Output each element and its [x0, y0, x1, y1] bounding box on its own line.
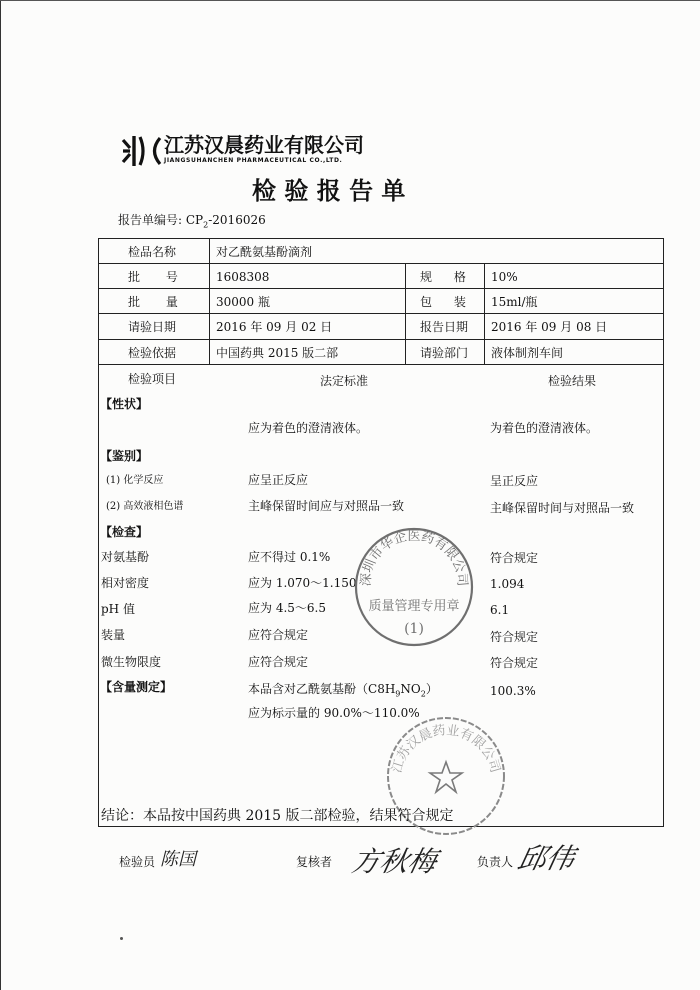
- page-top-edge: [0, 0, 700, 1]
- star-icon: [430, 762, 462, 792]
- table-bottom-border: [98, 826, 664, 827]
- table-line: [98, 339, 664, 340]
- table-left-border: [98, 238, 99, 827]
- report-number-value: $CP_2-2016026$: [185, 213, 266, 230]
- test-standard: 应不得过 0.1%: [248, 550, 331, 564]
- test-basis-value: 中国药典 2015 版二部: [216, 346, 339, 360]
- assay-standard: 本品含对乙酰氨基酚$(C8H_9NO_2)$: [248, 682, 438, 699]
- company-name-cn: 江苏汉晨药业有限公司: [164, 133, 364, 157]
- identification-result: 主峰保留时间与对照品一致: [490, 501, 635, 515]
- batch-number-value: 1608308: [216, 270, 270, 284]
- test-item: 微生物限度: [101, 655, 162, 669]
- batch-number-label: 批 号: [128, 270, 178, 284]
- report-date-label: 报告日期: [420, 320, 469, 334]
- assay-result: 100.3%: [490, 684, 536, 698]
- test-result: 符合规定: [490, 551, 539, 565]
- test-result: 符合规定: [490, 630, 539, 644]
- qc-stamp-number: (1): [404, 621, 424, 637]
- page-left-edge: [0, 0, 1, 990]
- scan-speck: [120, 937, 123, 940]
- report-date-value: 2016 年 09 月 08 日: [491, 320, 608, 334]
- inspector-signature: 陈国: [160, 849, 196, 870]
- reviewer-signature: 方秋梅: [348, 845, 440, 878]
- table-column-divider: [405, 263, 406, 365]
- inspector-label: 检验员: [119, 855, 156, 869]
- section-title-tests: 【检查】: [100, 525, 149, 539]
- test-standard: 应符合规定: [248, 655, 309, 669]
- table-line: [98, 288, 664, 289]
- company-stamp-ring-text: 江苏汉晨药业有限公司: [389, 723, 503, 775]
- table-column-divider: [209, 238, 210, 365]
- test-item: 相对密度: [101, 576, 150, 590]
- section-title-identification: 【鉴别】: [100, 449, 149, 463]
- packaging-value: 15ml/瓶: [491, 295, 538, 309]
- spec-label: 规 格: [420, 270, 466, 284]
- table-top-border: [98, 238, 664, 239]
- test-standard: 应为 4.5～6.5: [248, 601, 326, 615]
- request-department-value: 液体制剂车间: [491, 346, 564, 360]
- test-item: pH 值: [101, 602, 135, 616]
- batch-quantity-label: 批 量: [128, 295, 178, 309]
- packaging-label: 包 装: [420, 295, 466, 309]
- assay-standard-range: 应为标示量的 90.0%～110.0%: [248, 706, 420, 720]
- manager-signature: 邱伟: [514, 842, 578, 875]
- identification-standard: 应呈正反应: [248, 473, 309, 487]
- request-department-label: 请验部门: [420, 346, 469, 360]
- appearance-result: 为着色的澄清液体。: [490, 421, 599, 435]
- company-name-en: JIANGSUHANCHEN PHARMACEUTICAL CO.,LTD.: [164, 157, 343, 164]
- document-title: 检 验 报 告 单: [252, 176, 406, 205]
- test-item: 装量: [101, 628, 126, 642]
- table-line: [98, 263, 664, 264]
- qc-stamp-center-text: 质量管理专用章: [368, 599, 460, 614]
- table-line: [98, 364, 664, 365]
- conclusion-text: 结论：本品按中国药典 2015 版二部检验，结果符合规定: [101, 808, 454, 824]
- table-right-border: [663, 238, 664, 827]
- section-title-appearance: 【性状】: [100, 397, 149, 411]
- section-title-assay: 【含量测定】: [100, 680, 173, 694]
- company-logo-icon: [120, 134, 162, 168]
- identification-standard: 主峰保留时间应与对照品一致: [248, 499, 405, 513]
- appearance-standard: 应为着色的澄清液体。: [248, 421, 369, 435]
- identification-result: 呈正反应: [490, 474, 539, 488]
- test-item: 对氨基酚: [101, 550, 150, 564]
- svg-text:深圳市华企医药有限公司: [359, 528, 470, 586]
- test-standard: 应为 1.070～1.150: [248, 576, 357, 590]
- product-name-label: 检品名称: [128, 245, 177, 259]
- qc-stamp-ring-text: 深圳市华企医药有限公司: [358, 528, 470, 587]
- qc-stamp: [352, 525, 476, 649]
- test-result: 6.1: [490, 603, 510, 617]
- test-basis-label: 检验依据: [128, 346, 177, 360]
- product-name-value: 对乙酰氨基酚滴剂: [216, 245, 313, 259]
- test-result: 1.094: [490, 577, 525, 591]
- report-number-label: 报告单编号:: [118, 213, 183, 227]
- request-date-label: 请验日期: [128, 320, 177, 334]
- test-standard: 应符合规定: [248, 628, 309, 642]
- request-date-value: 2016 年 09 月 02 日: [216, 320, 333, 334]
- column-header-standard: 法定标准: [320, 374, 369, 388]
- identification-item: (1) 化学反应: [106, 475, 164, 486]
- svg-text:江苏汉晨药业有限公司: [390, 723, 503, 774]
- column-header-item: 检验项目: [128, 372, 177, 386]
- identification-item: (2) 高效液相色谱: [106, 501, 184, 512]
- batch-quantity-value: 30000 瓶: [216, 295, 270, 309]
- table-column-divider: [484, 263, 485, 365]
- column-header-result: 检验结果: [548, 374, 597, 388]
- manager-label: 负责人: [477, 855, 514, 869]
- spec-value: 10%: [491, 270, 518, 284]
- table-line: [98, 313, 664, 314]
- reviewer-label: 复核者: [296, 855, 333, 869]
- report-number: [118, 213, 266, 232]
- chemical-formula: $8H_9NO_2$: [377, 682, 426, 699]
- test-result: 符合规定: [490, 656, 539, 670]
